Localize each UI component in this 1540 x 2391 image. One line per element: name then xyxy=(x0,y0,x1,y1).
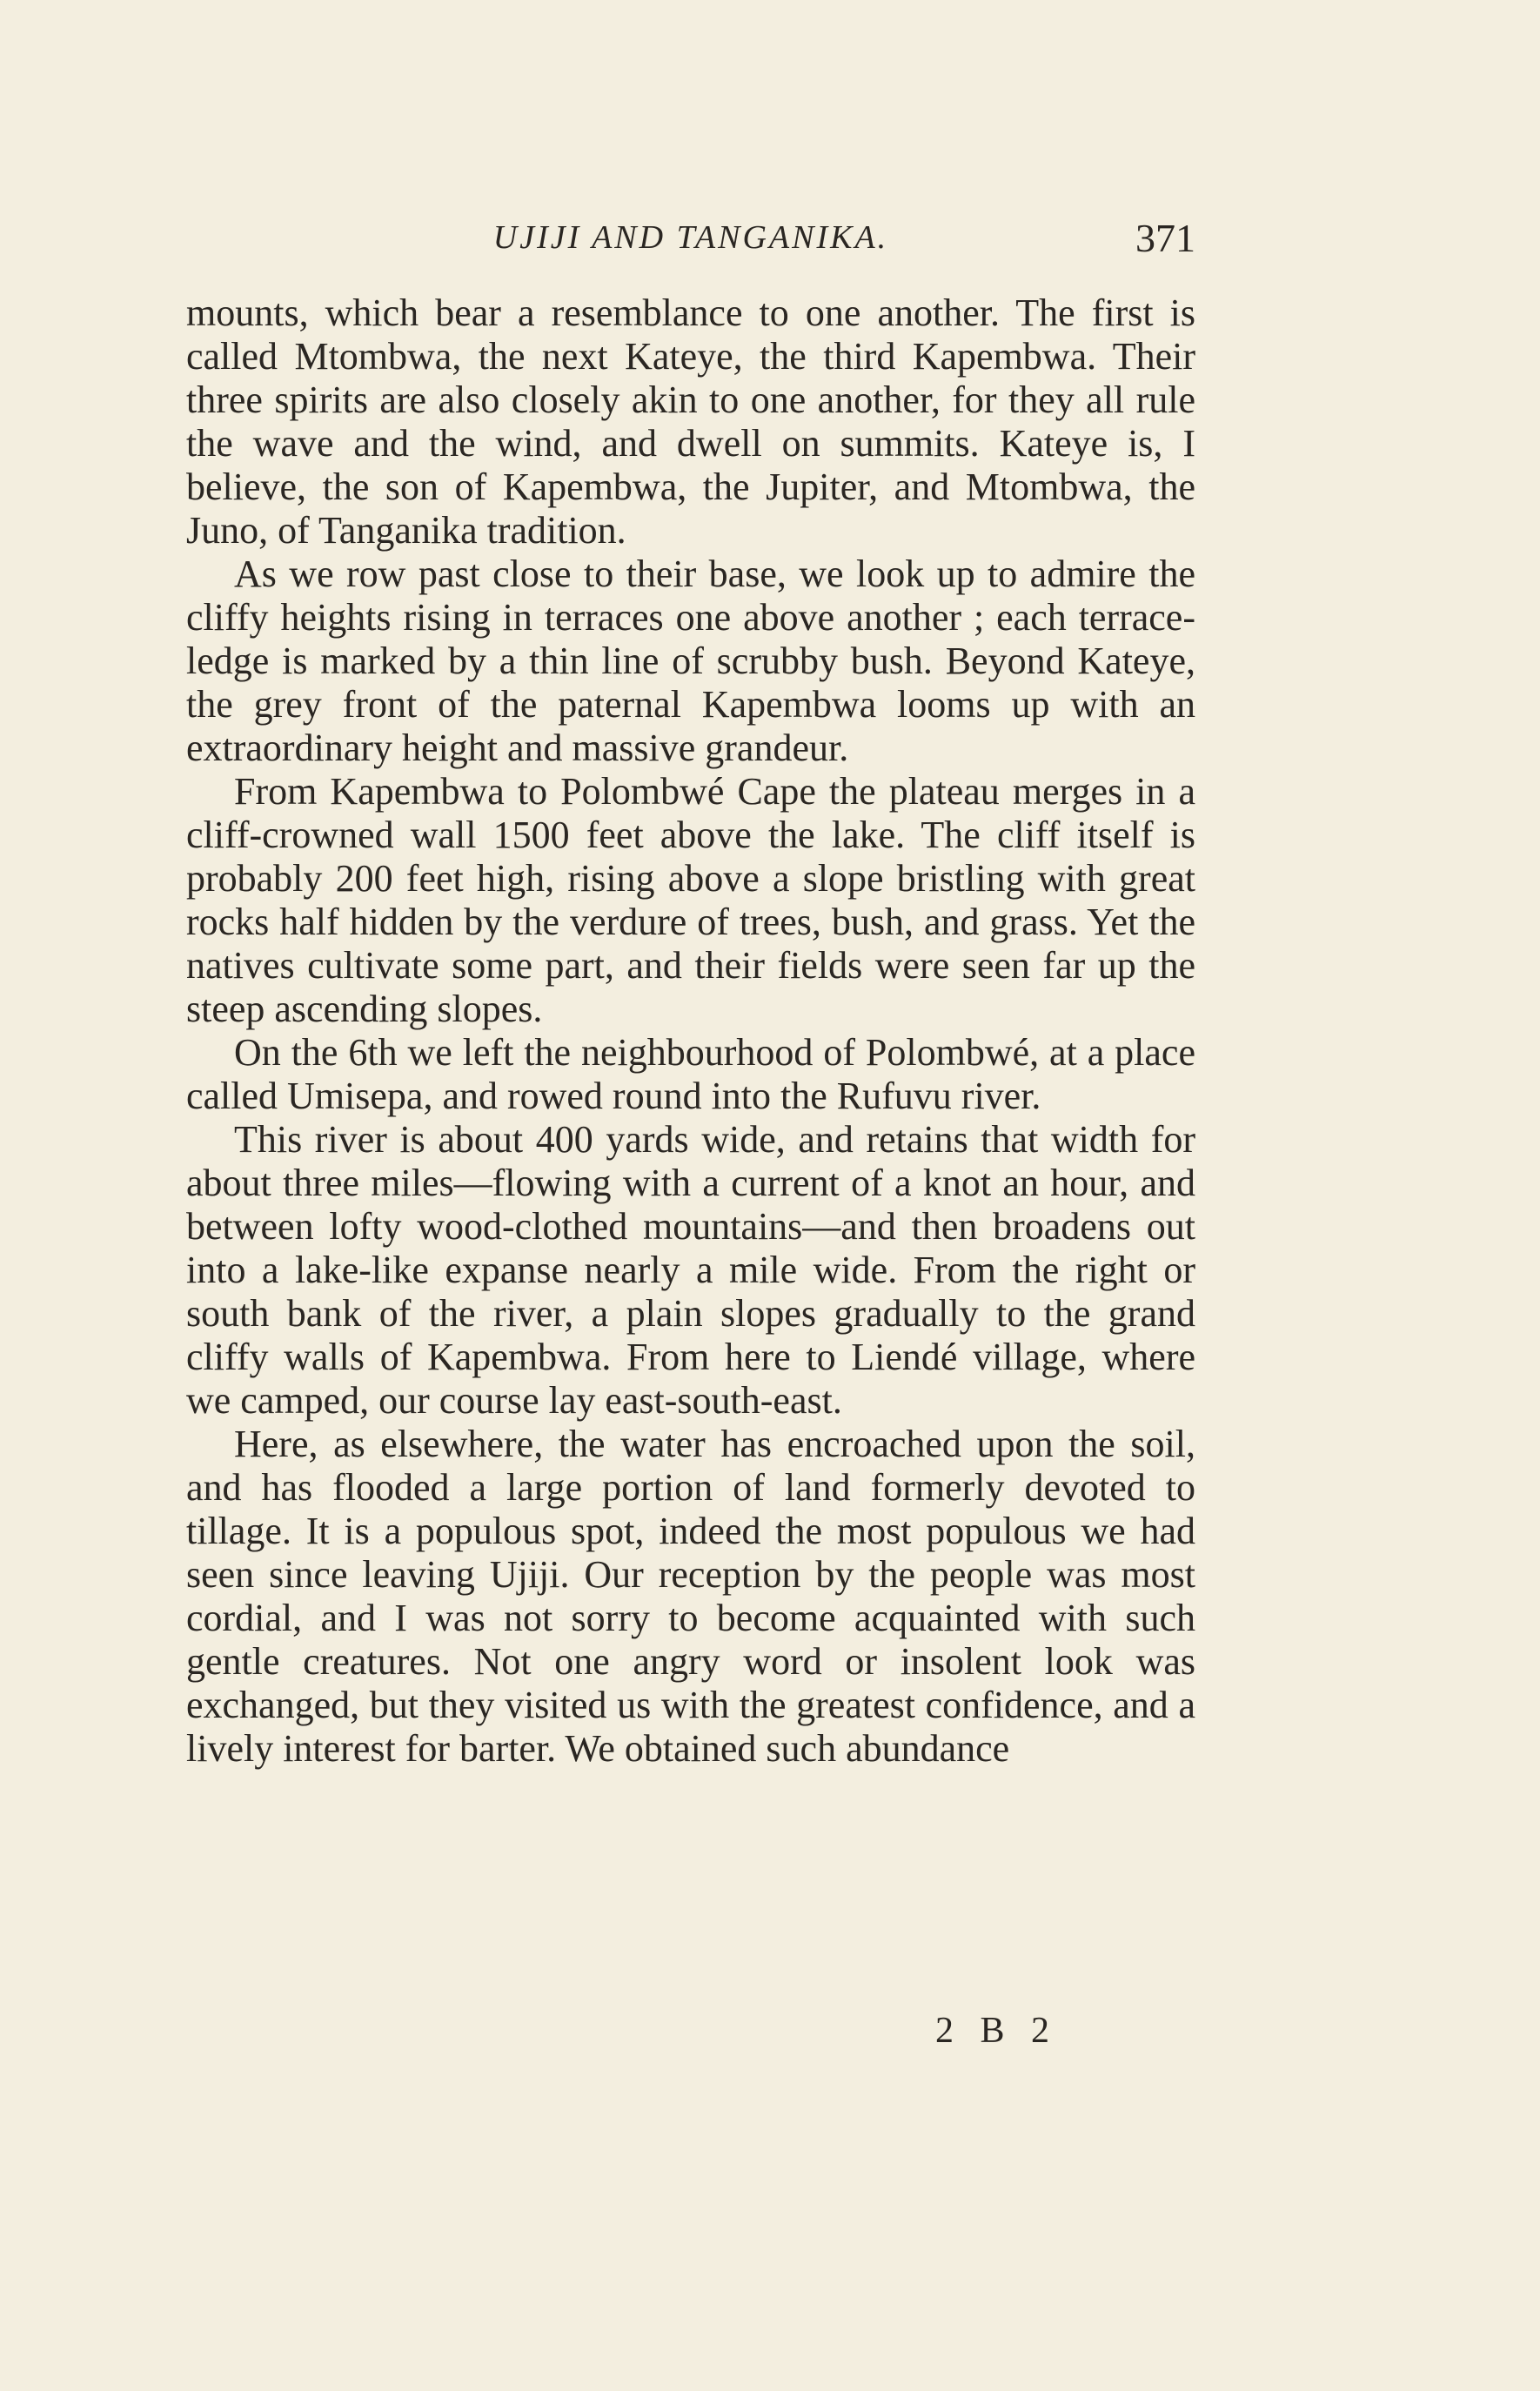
paragraph-6: Here, as elsewhere, the water has encroached upon the soil, and has flooded a large portion of land formerly devoted to tillage. It is a populous spot, indeed the most populous we had seen since leaving Ujiji. Our reception by the people was most cordial, and I was not sorry to become acquainted with such gentle creatures. Not one angry word or insolent look was exchanged, but they visited us with the greatest confidence, and a lively interest for barter. We obtained such abundance xyxy=(186,1423,1195,1770)
paragraph-4: On the 6th we left the neighbourhood of Polombwé, at a place called Umisepa, and rowed round into the Rufuvu river. xyxy=(186,1031,1195,1117)
paragraph-2: As we row past close to their base, we look up to admire the cliffy heights rising in terraces one above another ; each terrace-ledge is marked by a thin line of scrubby bush. Beyond Kateye, the grey front of the paternal Kapembwa looms up with an extraordinary height and massive grandeur. xyxy=(186,553,1195,769)
paragraph-3: From Kapembwa to Polombwé Cape the plateau merges in a cliff-crowned wall 1500 feet above the lake. The cliff itself is probably 200 feet high, rising above a slope bristling with great rocks half hidden by the verdure of trees, bush, and grass. Yet the natives cultivate some part, and their fields were seen far up the steep ascending slopes. xyxy=(186,770,1195,1030)
paragraph-5: This river is about 400 yards wide, and retains that width for about three miles—flowing with a current of a knot an hour, and between lofty wood-clothed mountains—and then broadens out into a lake-like expanse nearly a mile wide. From the right or south bank of the river, a plain slopes gradually to the grand cliffy walls of Kapembwa. From here to Liendé village, where we camped, our course lay east-south-east. xyxy=(186,1118,1195,1422)
body-text xyxy=(186,291,1195,1771)
paragraph-1: mounts, which bear a resemblance to one another. The first is called Mtombwa, the next Kateye, the third Kapembwa. Their three spirits are also closely akin to one another, for they all rule the wave and the wind, and dwell on summits. Kateye is, I believe, the son of Kapembwa, the Jupiter, and Mtombwa, the Juno, of Tanganika tradition. xyxy=(186,291,1195,552)
page-header xyxy=(186,211,1195,272)
page-number: 371 xyxy=(1135,216,1195,260)
running-title: UJIJI AND TANGANIKA. xyxy=(492,219,889,256)
signature-mark: 2 B 2 xyxy=(935,2011,1059,2051)
